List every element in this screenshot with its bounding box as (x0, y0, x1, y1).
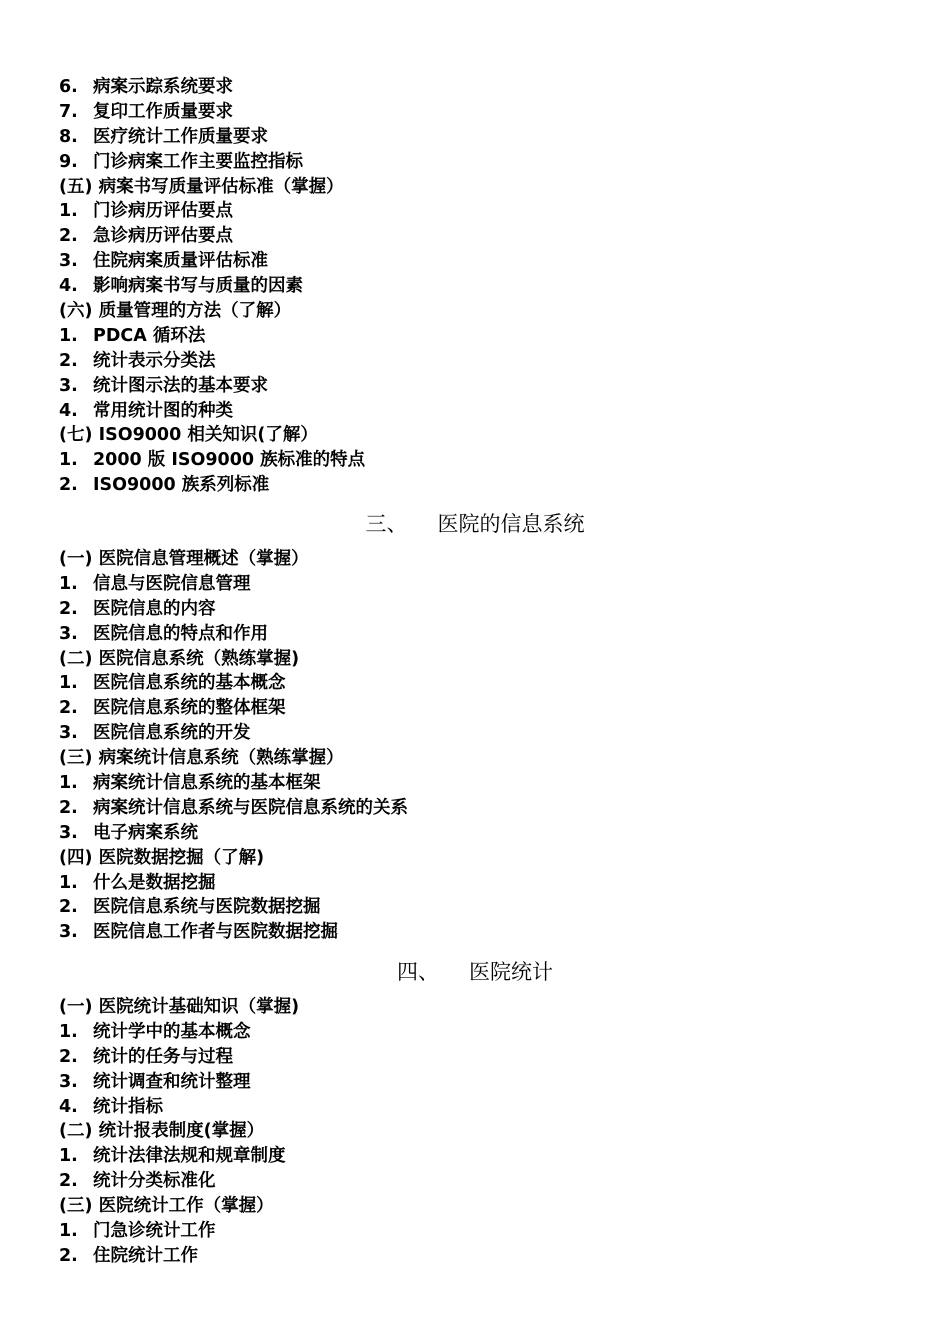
list-item-number: 4. (59, 276, 78, 297)
list-item-label: 医院信息系统的开发 (93, 723, 251, 744)
list-item-number: 2. (59, 1245, 78, 1266)
subsection-label: (一) 医院信息管理概述（掌握） (59, 549, 309, 569)
list-item (59, 399, 919, 424)
section-two-tail-list (59, 75, 919, 498)
list-item-number: 6. (59, 77, 78, 97)
section-three-heading (0, 509, 950, 539)
subsection-label: (二) 医院信息系统（熟练掌握) (59, 648, 300, 669)
list-item-label: 医院信息系统的基本概念 (93, 673, 286, 694)
subsection-heading (59, 995, 919, 1020)
section-four-title: 医院统计 (469, 960, 553, 984)
list-item-label: 门急诊统计工作 (93, 1221, 216, 1242)
subsection-label: (三) 病案统计信息系统（熟练掌握） (59, 748, 344, 769)
list-item (59, 572, 919, 597)
section-three-number: 三、 (365, 512, 408, 536)
list-item-number: 2. (59, 226, 78, 247)
list-item-label: 电子病案系统 (93, 822, 198, 843)
list-item (59, 821, 919, 846)
list-item-label: 病案统计信息系统与医院信息系统的关系 (93, 797, 408, 818)
list-item-label: 统计图示法的基本要求 (93, 375, 268, 396)
list-item-label: 影响病案书写与质量的因素 (93, 276, 303, 297)
section-three-title: 医院的信息系统 (437, 512, 585, 536)
list-item-label: 统计表示分类法 (93, 350, 216, 371)
list-item-number: 1. (59, 773, 78, 794)
subsection-heading (59, 647, 919, 672)
list-item-number: 1. (59, 573, 78, 594)
list-item-number: 1. (59, 1221, 78, 1242)
list-item (59, 125, 919, 150)
list-item-number: 1. (59, 201, 78, 222)
list-item-label: 常用统计图的种类 (93, 400, 233, 421)
subsection-heading (59, 746, 919, 771)
list-item (59, 1219, 919, 1244)
list-item (59, 871, 919, 896)
list-item-label: 2000 版 ISO9000 族标准的特点 (93, 450, 366, 471)
list-item-number: 2. (59, 698, 78, 719)
list-item-number: 2. (59, 598, 78, 619)
list-item-label: 信息与医院信息管理 (93, 573, 251, 594)
list-item-number: 2. (59, 475, 78, 496)
list-item (59, 274, 919, 299)
section-four-number: 四、 (397, 960, 439, 984)
list-item (59, 721, 919, 746)
list-item-label: 医院信息工作者与医院数据挖掘 (93, 922, 338, 943)
list-item (59, 796, 919, 821)
list-item (59, 1070, 919, 1095)
list-item-number: 7. (59, 101, 78, 122)
list-item (59, 622, 919, 647)
list-item-number: 2. (59, 797, 78, 818)
subsection-heading (59, 299, 919, 324)
list-item (59, 920, 919, 945)
list-item (59, 597, 919, 622)
list-item-number: 1. (59, 1021, 78, 1042)
list-item-label: 急诊病历评估要点 (93, 226, 233, 247)
list-item (59, 75, 919, 100)
section-four-heading (0, 957, 950, 987)
list-item (59, 374, 919, 399)
list-item-label: 统计分类标准化 (93, 1171, 216, 1192)
list-item (59, 1045, 919, 1070)
list-item (59, 1095, 919, 1120)
list-item-number: 2. (59, 350, 78, 371)
list-item (59, 224, 919, 249)
list-item (59, 671, 919, 696)
list-item-label: 复印工作质量要求 (93, 101, 233, 122)
list-item (59, 473, 919, 498)
list-item (59, 199, 919, 224)
subsection-heading (59, 423, 919, 448)
subsection-label: (七) ISO9000 相关知识(了解） (59, 425, 318, 446)
list-item-label: 统计学中的基本概念 (93, 1021, 251, 1042)
list-item (59, 150, 919, 175)
list-item-number: 1. (59, 1146, 78, 1167)
list-item-number: 3. (59, 623, 78, 644)
list-item-label: 医疗统计工作质量要求 (93, 126, 268, 147)
list-item-label: 门诊病案工作主要监控指标 (93, 151, 303, 172)
subsection-label: (六) 质量管理的方法（了解） (59, 301, 292, 322)
list-item-label: 门诊病历评估要点 (93, 201, 233, 222)
list-item (59, 1020, 919, 1045)
list-item-number: 9. (59, 151, 78, 172)
list-item (59, 448, 919, 473)
list-item-number: 2. (59, 1046, 78, 1067)
subsection-heading (59, 175, 919, 200)
list-item-label: 住院病案质量评估标准 (93, 251, 268, 272)
subsection-heading (59, 1119, 919, 1144)
list-item-label: 统计指标 (93, 1096, 163, 1117)
list-item-label: 医院信息的内容 (93, 598, 216, 619)
subsection-heading (59, 547, 919, 572)
list-item-number: 1. (59, 450, 78, 471)
list-item-label: 统计调查和统计整理 (93, 1071, 251, 1092)
subsection-label: (五) 病案书写质量评估标准（掌握） (59, 176, 344, 197)
list-item-label: 医院信息的特点和作用 (93, 623, 268, 644)
list-item-number: 4. (59, 400, 78, 421)
list-item-label: 统计的任务与过程 (93, 1046, 233, 1067)
subsection-label: (四) 医院数据挖掘（了解) (59, 847, 265, 868)
list-item (59, 100, 919, 125)
list-item-number: 8. (59, 126, 78, 147)
list-item (59, 249, 919, 274)
subsection-label: (二) 统计报表制度(掌握） (59, 1121, 265, 1142)
list-item-number: 3. (59, 251, 78, 272)
list-item-number: 4. (59, 1096, 78, 1117)
list-item-number: 3. (59, 723, 78, 744)
list-item (59, 1169, 919, 1194)
list-item-number: 2. (59, 1171, 78, 1192)
list-item (59, 324, 919, 349)
subsection-heading (59, 1194, 919, 1219)
list-item-label: 病案统计信息系统的基本框架 (93, 773, 321, 794)
list-item-number: 2. (59, 897, 78, 918)
list-item-label: PDCA 循环法 (93, 325, 206, 346)
list-item (59, 1244, 919, 1269)
list-item-label: 住院统计工作 (93, 1245, 198, 1266)
list-item-label: 医院信息系统的整体框架 (93, 698, 286, 719)
subsection-label: (三) 医院统计工作（掌握） (59, 1196, 274, 1217)
list-item-number: 1. (59, 872, 78, 893)
list-item (59, 771, 919, 796)
list-item (59, 349, 919, 374)
list-item-number: 1. (59, 673, 78, 694)
list-item (59, 696, 919, 721)
section-four-list (59, 995, 919, 1269)
list-item-label: 病案示踪系统要求 (93, 77, 233, 97)
list-item-number: 3. (59, 1071, 78, 1092)
list-item-label: 什么是数据挖掘 (93, 872, 216, 893)
list-item-label: ISO9000 族系列标准 (93, 475, 270, 496)
section-three-list (59, 547, 919, 945)
list-item-number: 3. (59, 375, 78, 396)
list-item-number: 3. (59, 922, 78, 943)
subsection-heading (59, 846, 919, 871)
list-item-label: 统计法律法规和规章制度 (93, 1146, 286, 1167)
list-item-label: 医院信息系统与医院数据挖掘 (93, 897, 321, 918)
list-item (59, 1144, 919, 1169)
subsection-label: (一) 医院统计基础知识（掌握) (59, 997, 300, 1017)
list-item-number: 3. (59, 822, 78, 843)
list-item (59, 895, 919, 920)
list-item-number: 1. (59, 325, 78, 346)
